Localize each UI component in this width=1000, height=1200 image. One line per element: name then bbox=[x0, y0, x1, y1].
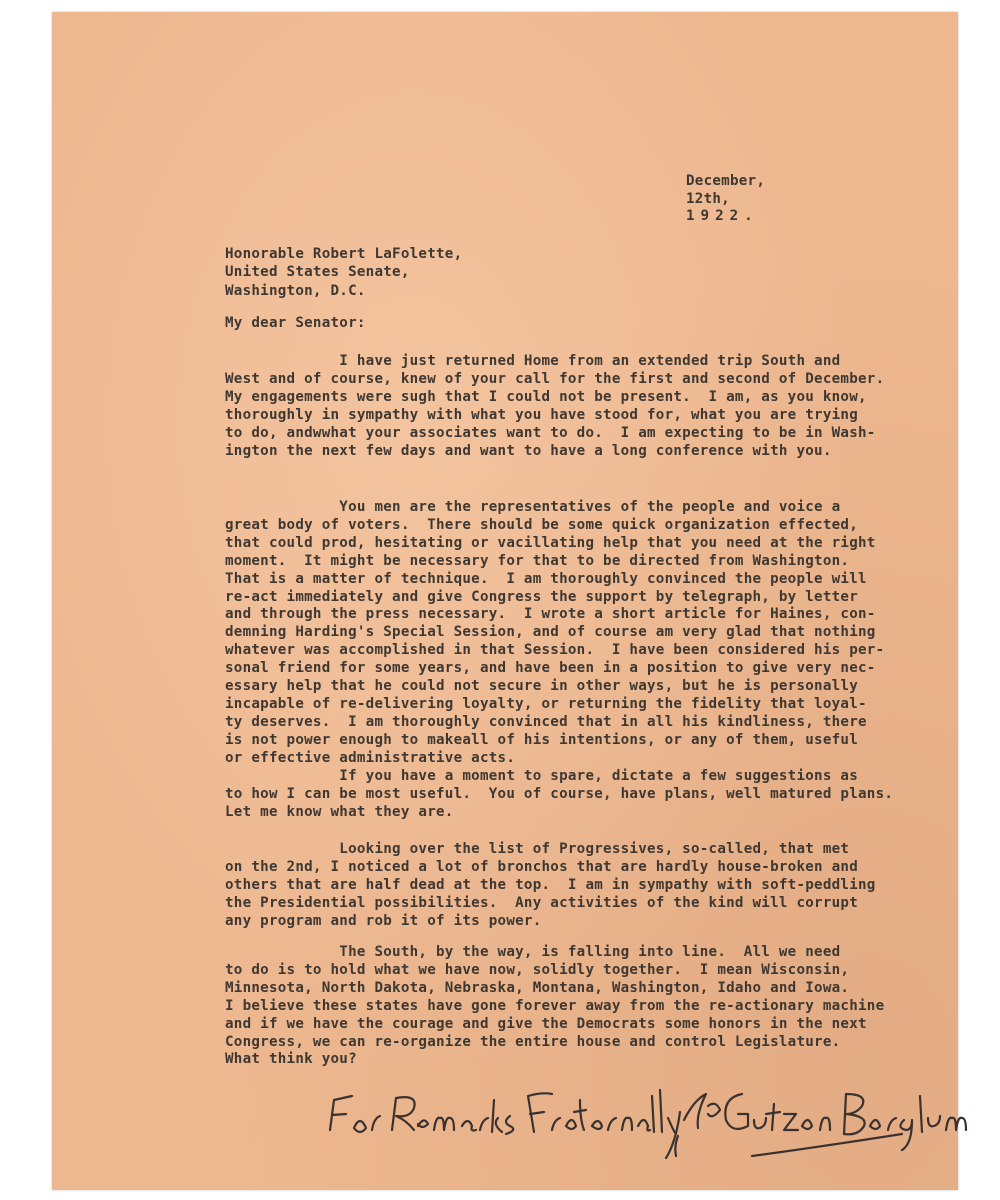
letter-page bbox=[52, 12, 958, 1190]
date-month: December, bbox=[686, 173, 766, 189]
handwritten-signature bbox=[322, 1060, 962, 1160]
paragraph-3: If you have a moment to spare, dictate a few suggestions as to how I can be most useful. You of course, have plans, well matured plans. Let me know what they are. bbox=[225, 768, 894, 820]
recipient-city: Washington, D.C. bbox=[225, 282, 366, 299]
signature-drawing bbox=[322, 1060, 962, 1160]
paragraph-1: I have just returned Home from an extended trip South and West and of course, knew of your call for the first and second of December. My engagements were sugh that I could not be present. I am, as you know, thoroughly in sympathy with what you have stood for, what you are trying to do, andwwhat your associates want to do. I am expecting to be in Wash- ington the next few days and want to have a long conference with you. bbox=[225, 353, 885, 459]
date-day: 12th, bbox=[686, 190, 730, 207]
letter-date bbox=[686, 173, 765, 226]
recipient-institution: United States Senate, bbox=[225, 264, 410, 281]
salutation: My dear Senator: bbox=[225, 315, 366, 331]
paragraph-4: Looking over the list of Progressives, so-called, that met on the 2nd, I noticed a lot of bronchos that are hardly house-broken and others that are half dead at the top. I am in sympathy with soft-peddling the Presidential possibilities. Any activities of the kind will corrupt any program and rob it of its power. bbox=[225, 841, 876, 929]
recipient-name: Honorable Robert LaFolette, bbox=[225, 246, 463, 262]
paragraph-2: You men are the representatives of the people and voice a great body of voters. There should be some quick organization effected, that could prod, hesitating or vacillating help that you need at the right moment. It might be necessary for that to be directed from Washington. That is a matter of technique. I am thoroughly convinced the people will re-act immediately and give Congress the support by telegraph, by letter and through the press necessary. I wrote a short article for Haines, con- demning Harding's Special Session, and of course am very glad that nothing whatever was accomplished in that Session. I have been considered his per- sonal friend for some years, and have been in a position to give very nec- essary help that he could not secure in other ways, but he is personally incapable of re-delivering loyalty, or returning the fidelity that loyal- ty deserves. I am thoroughly convinced that in all his kindliness, there is not power enough to makeall of his intentions, or any of them, useful or effective administrative acts. bbox=[225, 499, 885, 766]
paragraph-5: The South, by the way, is falling into line. All we need to do is to hold what we have now, solidly together. I mean Wisconsin, Minnesota, North Dakota, Nebraska, Montana, Washington, Idaho and Iowa. I believe these states have gone forever away from the re-actionary machine and if we have the courage and give the Democrats some honors in the next Congress, we can re-organize the entire house and control Legislature. What think you? bbox=[225, 944, 885, 1068]
recipient-address bbox=[225, 245, 462, 300]
date-year: 1922. bbox=[686, 208, 759, 224]
